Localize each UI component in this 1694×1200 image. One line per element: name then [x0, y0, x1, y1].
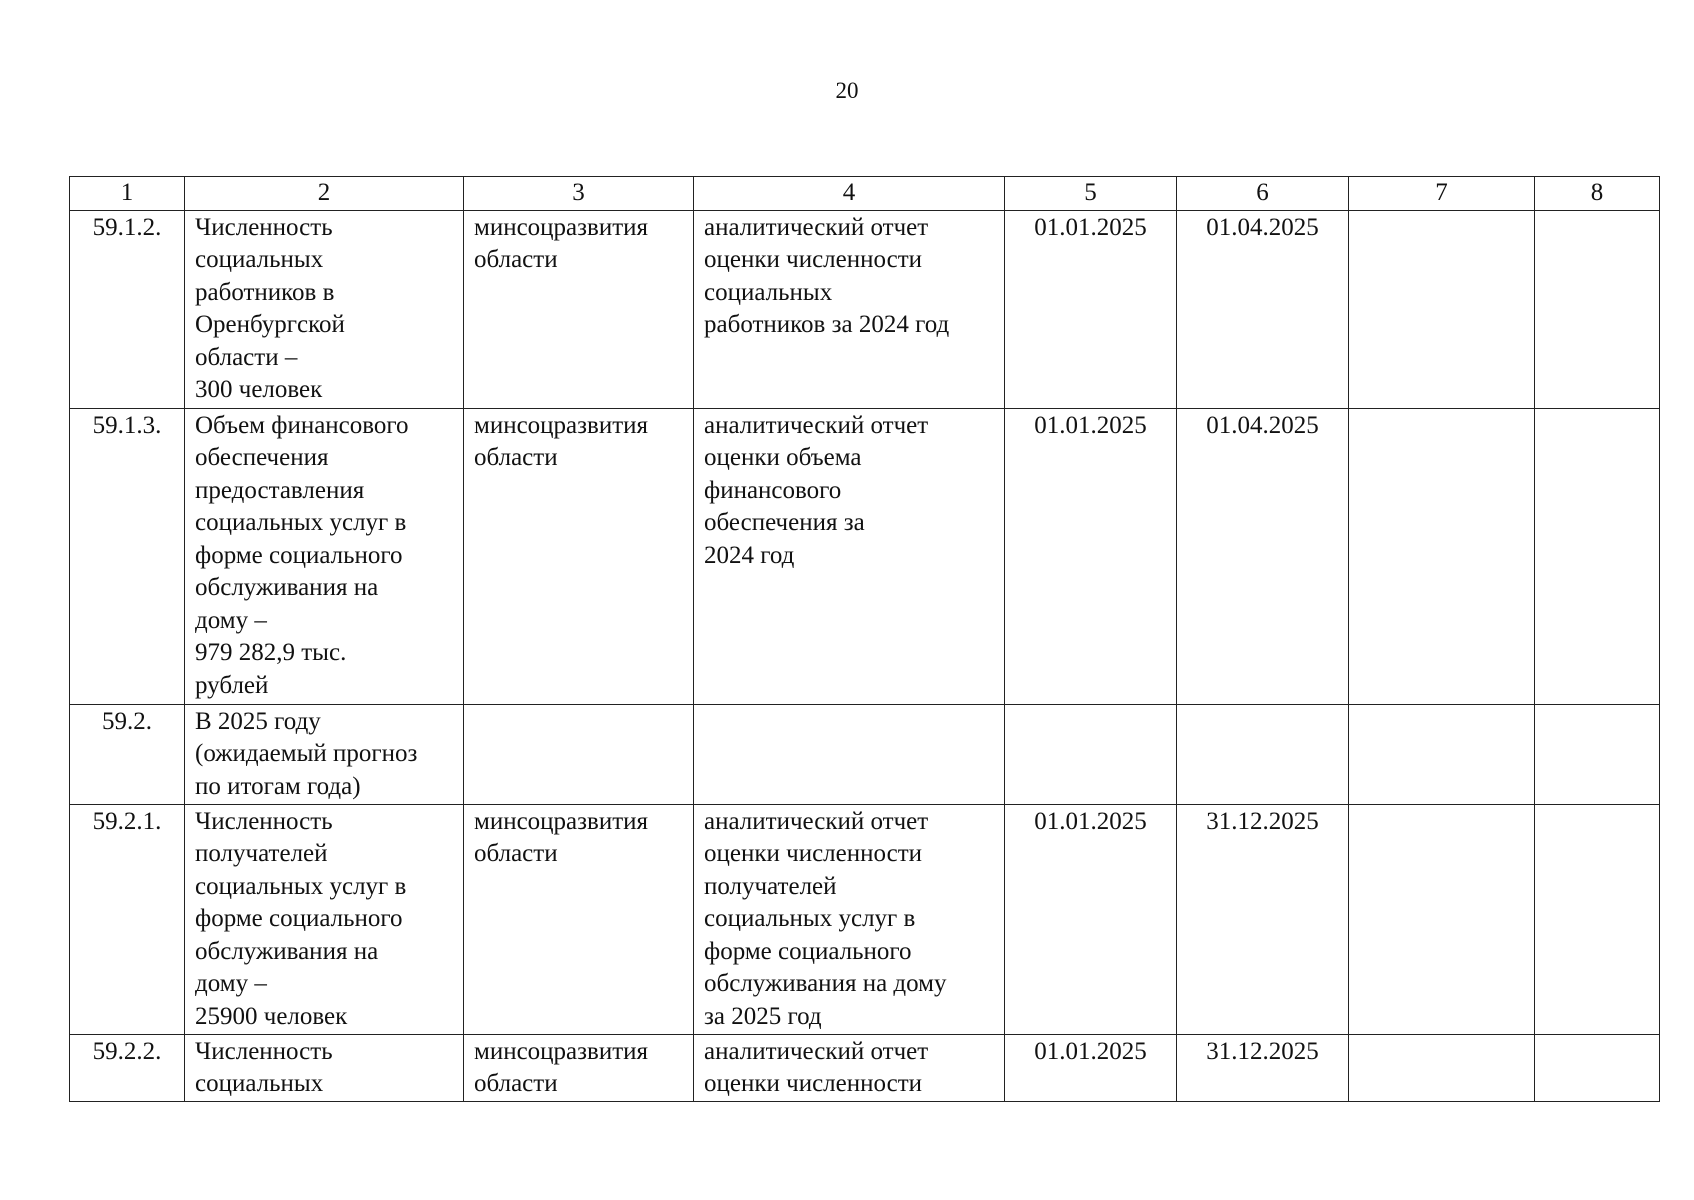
document-cell: аналитический отчет оценки объема финансового обеспечения за 2024 год — [694, 408, 1005, 704]
measures-table — [69, 176, 1660, 1102]
start-date-cell: 01.01.2025 — [1005, 210, 1177, 408]
end-date-cell: 01.04.2025 — [1177, 408, 1349, 704]
column-header: 8 — [1535, 177, 1660, 211]
column-header: 6 — [1177, 177, 1349, 211]
column-8-cell — [1535, 210, 1660, 408]
table-row — [70, 408, 1660, 704]
column-8-cell — [1535, 704, 1660, 804]
end-date-cell: 31.12.2025 — [1177, 804, 1349, 1034]
column-header: 3 — [464, 177, 694, 211]
column-8-cell — [1535, 1034, 1660, 1101]
row-number-cell: 59.2. — [70, 704, 185, 804]
row-number-cell: 59.2.1. — [70, 804, 185, 1034]
column-header: 5 — [1005, 177, 1177, 211]
responsible-cell: минсоцразвития области — [464, 804, 694, 1034]
end-date-cell — [1177, 704, 1349, 804]
table-row — [70, 1034, 1660, 1101]
column-7-cell — [1349, 210, 1535, 408]
document-cell — [694, 704, 1005, 804]
column-7-cell — [1349, 704, 1535, 804]
indicator-cell: Численность социальных — [185, 1034, 464, 1101]
indicator-cell: Объем финансового обеспечения предоставления социальных услуг в форме социального обслуживания на дому – 979 282,9 тыс. рублей — [185, 408, 464, 704]
indicator-cell: Численность социальных работников в Оренбургской области – 300 человек — [185, 210, 464, 408]
column-8-cell — [1535, 804, 1660, 1034]
start-date-cell — [1005, 704, 1177, 804]
column-7-cell — [1349, 1034, 1535, 1101]
end-date-cell: 31.12.2025 — [1177, 1034, 1349, 1101]
table-row — [70, 704, 1660, 804]
start-date-cell: 01.01.2025 — [1005, 408, 1177, 704]
responsible-cell — [464, 704, 694, 804]
table-row — [70, 210, 1660, 408]
row-number-cell: 59.2.2. — [70, 1034, 185, 1101]
column-header: 2 — [185, 177, 464, 211]
row-number-cell: 59.1.3. — [70, 408, 185, 704]
responsible-cell: минсоцразвития области — [464, 210, 694, 408]
column-7-cell — [1349, 804, 1535, 1034]
row-number-cell: 59.1.2. — [70, 210, 185, 408]
page-number: 20 — [835, 78, 859, 103]
column-8-cell — [1535, 408, 1660, 704]
responsible-cell: минсоцразвития области — [464, 408, 694, 704]
column-7-cell — [1349, 408, 1535, 704]
column-header: 7 — [1349, 177, 1535, 211]
end-date-cell: 01.04.2025 — [1177, 210, 1349, 408]
start-date-cell: 01.01.2025 — [1005, 804, 1177, 1034]
document-cell: аналитический отчет оценки численности получателей социальных услуг в форме социального обслуживания на дому за 2025 год — [694, 804, 1005, 1034]
table-header-row — [70, 177, 1660, 211]
start-date-cell: 01.01.2025 — [1005, 1034, 1177, 1101]
column-header: 4 — [694, 177, 1005, 211]
indicator-cell: Численность получателей социальных услуг в форме социального обслуживания на дому – 25900 человек — [185, 804, 464, 1034]
table-row — [70, 804, 1660, 1034]
document-cell: аналитический отчет оценки численности — [694, 1034, 1005, 1101]
responsible-cell: минсоцразвития области — [464, 1034, 694, 1101]
column-header: 1 — [70, 177, 185, 211]
document-cell: аналитический отчет оценки численности социальных работников за 2024 год — [694, 210, 1005, 408]
indicator-cell: В 2025 году (ожидаемый прогноз по итогам года) — [185, 704, 464, 804]
